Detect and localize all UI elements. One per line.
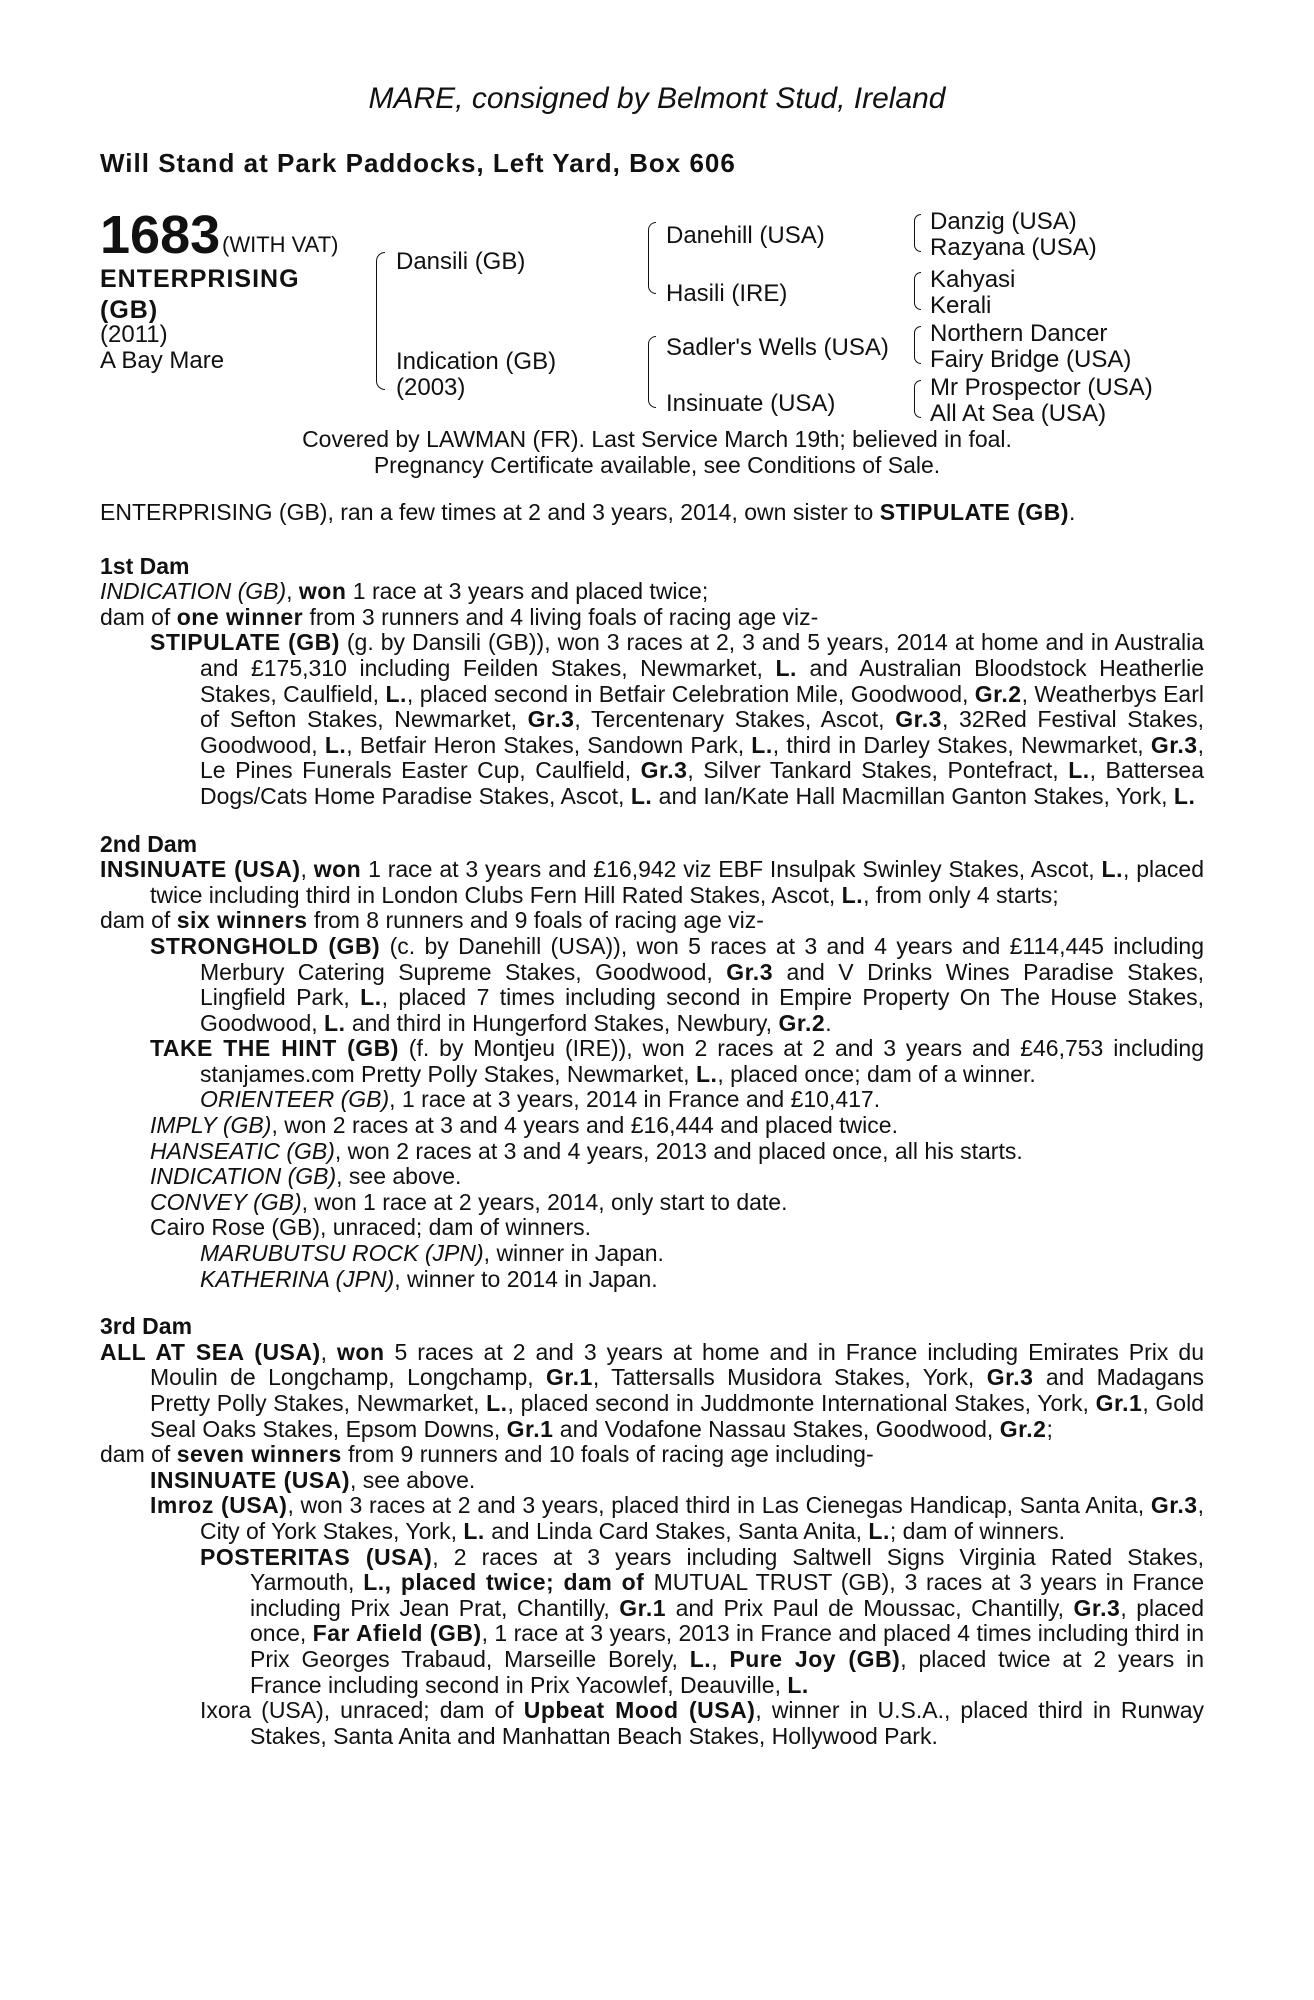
pedigree-ddd: All At Sea (USA) (930, 400, 1107, 427)
produce-ixora (100, 1698, 1204, 1749)
third-dam-produce: dam of seven winners from 9 runners and 10 foals of racing age including- (100, 1441, 874, 1468)
text-segment: (f. by Montjeu (IRE)), won 2 races at 2 and 3 years and £46,753 including stanjames.com Pretty Polly Stakes, Newmarket, (200, 1035, 1204, 1087)
pedigree-sdd: Kerali (930, 292, 992, 319)
text-segment: Gr.3 (895, 706, 942, 733)
produce-take-the-hint: TAKE THE HINT (GB) (f. by Montjeu (IRE)), won 2 races at 2 and 3 years and £46,753 including stanjames.com Pretty Polly Stakes, Newmarket, L., placed once; dam of a winner. (150, 1035, 1204, 1087)
pedigree-dds: Mr Prospector (USA) (930, 374, 1153, 401)
brace-danehill-parents (914, 214, 921, 252)
text-segment: L. (486, 1390, 508, 1416)
pedigree-sire-sire: Danehill (USA) (666, 222, 825, 249)
text-segment: L. (630, 782, 653, 809)
text-segment: L. (360, 984, 382, 1011)
produce-stipulate: STIPULATE (GB) (g. by Dansili (GB)), won 3 races at 2, 3 and 5 years, 2014 at home and in Australia and £175,310 including Feilden Stakes, Newmarket, L. and Australian Bloodstock Heatherlie Stakes, Caulfield, L., placed second in Betfair Celebration Mile, Goodwood, Gr.2, Weatherbys Earl of Sefton Stakes, Newmarket, Gr.3, Tercentenary Stakes, Ascot, Gr.3, 32Red Festival Stakes, Goodwood, L., Betfair Heron Stakes, Sandown Park, L., third in Darley Stakes, Newmarket, Gr.3, Le Pines Funerals Easter Cup, Caulfield, Gr.3, Silver Tankard Stakes, Pontefract, L., Battersea Dogs/Cats Home Paradise Stakes, Ascot, L. and Ian/Kate Hall Macmillan Ganton Stakes, York, L. (150, 629, 1205, 809)
text-segment: , Tercentenary Stakes, Ascot, (574, 706, 896, 733)
text-segment: L. (324, 1009, 346, 1036)
pedigree-dss: Northern Dancer (930, 320, 1108, 347)
brace-sadlers-parents (914, 326, 921, 364)
produce-imroz: Imroz (USA), won 3 races at 2 and 3 years, placed third in Las Cienegas Handicap, Santa Anita, Gr.3, City of York Stakes, York, L. and Linda Card Stakes, Santa Anita, L.; dam of winners. (150, 1492, 1204, 1544)
text-segment: , Silver Tankard Stakes, Pontefract, (687, 757, 1069, 784)
text-segment: (g. by Dansili (GB)), won 3 races at 2, 3 and 5 years, 2014 at home and in Australia and £175,310 including Feilden Stakes, Newmarket, (200, 629, 1204, 681)
text-segment: and Prix Paul de Moussac, Chantilly, (666, 1594, 1074, 1621)
text-segment: , Tattersalls Musidora Stakes, York, (592, 1364, 987, 1391)
text-segment: and Madagans Pretty Polly Stakes, Newmarket, (150, 1364, 1204, 1416)
horse-name (100, 264, 300, 326)
text-segment: L. (751, 731, 773, 758)
brace-hasili-parents (914, 272, 921, 310)
text-segment: and Linda Card Stakes, Santa Anita, (484, 1517, 869, 1544)
text-segment: Ixora (USA), unraced; dam of (200, 1697, 524, 1724)
text-segment: MUTUAL TRUST (GB) (653, 1569, 890, 1596)
produce-indication: INDICATION (GB), see above. (150, 1163, 462, 1190)
stand-location: Will Stand at Park Paddocks, Left Yard, Box 606 (100, 148, 736, 178)
text-segment: 5 races at 2 and 3 years at home and in France including Emirates Prix du Moulin de Longchamp, Longchamp, (150, 1338, 1204, 1391)
text-segment: , placed twice at 2 years in France including second in Prix Yacowlef, Deauville, (250, 1645, 1204, 1698)
text-segment: Pure Joy (GB) (729, 1645, 901, 1672)
text-segment: , 1 race at 3 years, 2013 in France and placed 4 times including third in Prix Georges Trabaud, Marseille Borely, (250, 1620, 1205, 1672)
brace-sire-dam (376, 252, 385, 390)
text-segment: and Australian Bloodstock Heatherlie Stakes, Caulfield, (200, 654, 1205, 707)
text-segment: , placed once; dam of a winner. (717, 1060, 1036, 1087)
text-segment: Gr.1 (1095, 1390, 1143, 1416)
text-segment: 1 race at 3 years and £16,942 viz EBF Insulpak Swinley Stakes, Ascot, (361, 856, 1102, 883)
catalogue-body (100, 500, 1204, 1749)
text-segment: Gr.3 (640, 757, 688, 784)
text-segment: L. (1068, 757, 1090, 784)
text-segment: Gr.3 (1073, 1594, 1121, 1621)
text-segment: and Ian/Kate Hall Macmillan Ganton Stakes, York, (652, 782, 1174, 809)
text-segment: Gr.2 (778, 1009, 826, 1036)
text-segment: Gr.3 (527, 706, 575, 733)
text-segment: L. (689, 1645, 712, 1672)
pedigree-dam-year: (2003) (396, 374, 466, 401)
covered-line: Covered by LAWMAN (FR). Last Service March 19th; believed in foal. (302, 426, 1012, 452)
produce-hanseatic: HANSEATIC (GB), won 2 races at 3 and 4 years, 2013 and placed once, all his starts. (150, 1137, 1023, 1164)
vat-note: (WITH VAT) (222, 232, 339, 257)
produce-posteritas: POSTERITAS (USA), 2 races at 3 years including Saltwell Signs Virginia Rated Stakes, Yarmouth, L., placed twice; dam of MUTUAL TRUST (GB), 3 races at 3 years in France including Prix Jean Prat, Chantilly, Gr.1 and Prix Paul de Moussac, Chantilly, Gr.3, placed once, Far Afield (GB), 1 race at 3 years, 2013 in France and placed 4 times including third in Prix Georges Trabaud, Marseille Borely, L., Pure Joy (GB), placed twice at 2 years in France including second in Prix Yacowlef, Deauville, L. (200, 1543, 1205, 1698)
produce-cairo-rose: Cairo Rose (GB), unraced; dam of winners. (150, 1214, 592, 1241)
text-segment: Upbeat Mood (USA) (523, 1697, 756, 1724)
text-segment: , Battersea Dogs/Cats Home Paradise Stakes, Ascot, (200, 757, 1205, 809)
pedigree-dam: Indication (GB) (396, 348, 557, 375)
text-segment: Gr.1 (546, 1364, 593, 1391)
pedigree-ssd: Razyana (USA) (930, 234, 1097, 261)
text-segment: L. (1101, 856, 1123, 883)
text-segment: L. (324, 731, 347, 758)
brace-insinuate-parents (914, 380, 921, 418)
text-segment: , won 3 races at 2 and 3 years, placed third in Las Cienegas Handicap, Santa Anita, (287, 1492, 1151, 1519)
text-segment: (c. by Danehill (USA)), won 5 races at 3 and 4 years and £114,445 including Merbury Catering Supreme Stakes, Goodwood, (200, 932, 1204, 985)
text-segment: , Gold Seal Oaks Stakes, Epsom Downs, (150, 1390, 1204, 1442)
pedigree-dsd: Fairy Bridge (USA) (930, 346, 1132, 373)
text-segment: , 32Red Festival Stakes, Goodwood, (200, 706, 1205, 758)
text-segment: , City of York Stakes, York, (200, 1492, 1204, 1544)
lot-number: 1683 (100, 205, 221, 265)
produce-stronghold: STRONGHOLD (GB) (c. by Danehill (USA)), won 5 races at 3 and 4 years and £114,445 including Merbury Catering Supreme Stakes, Goodwood, Gr.3 and V Drinks Wines Paradise Stakes, Lingfield Park, L., placed 7 times including second in Empire Property On The House Stakes, Goodwood, L. and third in Hungerford Stakes, Newbury, Gr.2. (150, 932, 1204, 1036)
text-segment: , third in Darley Stakes, Newmarket, (772, 731, 1151, 758)
produce-orienteer: ORIENTEER (GB), 1 race at 3 years, 2014 in France and £10,417. (200, 1086, 881, 1113)
second-dam-record: INSINUATE (USA), won 1 race at 3 years and £16,942 viz EBF Insulpak Swinley Stakes, Ascot, L., placed twice including third in London Clubs Fern Hill Rated Stakes, Ascot, L., from only 4 starts; (100, 856, 1205, 908)
text-segment: L. (463, 1517, 485, 1544)
text-segment: L. (841, 881, 864, 908)
catalogue-header: MARE, consigned by Belmont Stud, Ireland (368, 82, 946, 115)
text-segment: L. (775, 654, 797, 681)
first-dam-heading: 1st Dam (100, 552, 190, 579)
text-segment: , from only 4 starts; (863, 881, 1059, 908)
text-segment: L. (695, 1060, 718, 1087)
pedigree-sire: Dansili (GB) (396, 248, 526, 275)
text-segment: . (825, 1009, 832, 1036)
text-segment: L. (385, 680, 407, 707)
foaling-year: (2011) (100, 321, 168, 348)
brace-sire-parents (648, 222, 656, 294)
pedigree-sire-dam: Hasili (IRE) (666, 280, 788, 307)
horse-name-line2: (GB) (100, 296, 159, 324)
pedigree-dam-dam: Insinuate (USA) (666, 390, 836, 417)
text-segment: Gr.3 (1150, 1492, 1198, 1519)
text-segment: , Betfair Heron Stakes, Sandown Park, (346, 731, 752, 758)
text-segment: Gr.2 (974, 680, 1022, 707)
text-segment: L. (787, 1671, 809, 1698)
text-segment: , placed 7 times including second in Empire Property On The House Stakes, Goodwood, (200, 984, 1204, 1036)
text-segment: , placed twice including third in London Clubs Fern Hill Rated Stakes, Ascot, (150, 856, 1205, 908)
second-dam-heading: 2nd Dam (100, 830, 198, 857)
produce-marubutsu-rock: MARUBUTSU ROCK (JPN), winner in Japan. (200, 1240, 664, 1267)
third-dam-record: ALL AT SEA (USA), won 5 races at 2 and 3 years at home and in France including Emirates Prix du Moulin de Longchamp, Longchamp, Gr.1, Tattersalls Musidora Stakes, York, Gr.3 and Madagans Pretty Polly Stakes, Newmarket, L., placed second in Juddmonte International Stakes, York, Gr.1, Gold Seal Oaks Stakes, Epsom Downs, Gr.1 and Vodafone Nassau Stakes, Goodwood, Gr.2; (100, 1338, 1204, 1442)
horse-details (100, 322, 224, 374)
text-segment: and third in Hungerford Stakes, Newbury, (345, 1009, 779, 1036)
text-segment: Gr.3 (1150, 731, 1198, 758)
text-segment: , placed twice; dam of (384, 1569, 654, 1596)
text-segment: , Le Pines Funerals Easter Cup, Caulfield, (200, 731, 1204, 784)
text-segment: , winner in U.S.A., placed third in Runway Stakes, Santa Anita and Manhattan Beach Stakes, Hollywood Park. (250, 1697, 1205, 1749)
horse-description: A Bay Mare (100, 347, 225, 374)
produce-convey: CONVEY (GB), won 1 race at 2 years, 2014, only start to date. (150, 1188, 788, 1215)
text-segment: , placed second in Juddmonte International Stakes, York, (507, 1390, 1096, 1416)
brace-dam-parents (648, 336, 656, 408)
text-segment: and Vodafone Nassau Stakes, Goodwood, (553, 1415, 1000, 1442)
text-segment: , Weatherbys Earl of Sefton Stakes, Newmarket, (200, 680, 1204, 733)
text-segment: , 3 races at 3 years in France including Prix Jean Prat, Chantilly, (250, 1569, 1204, 1621)
pregnancy-line: Pregnancy Certificate available, see Conditions of Sale. (373, 452, 941, 478)
text-segment: Far Afield (GB) (312, 1620, 482, 1647)
text-segment: Gr.1 (506, 1415, 554, 1442)
text-segment: Gr.2 (999, 1415, 1047, 1442)
horse-name-line1: ENTERPRISING (100, 265, 300, 293)
summary-line: ENTERPRISING (GB), ran a few times at 2 and 3 years, 2014, own sister to STIPULATE (GB). (100, 499, 1076, 525)
text-segment: , (711, 1645, 730, 1672)
text-segment: Gr.1 (619, 1594, 667, 1621)
text-segment: L. (868, 1517, 890, 1544)
text-segment: Gr.3 (986, 1364, 1034, 1391)
covering-note (0, 426, 1314, 478)
text-segment: L. (363, 1569, 385, 1596)
produce-insinuate: INSINUATE (USA), see above. (150, 1466, 476, 1493)
text-segment: L. (1173, 782, 1196, 809)
first-dam-record: INDICATION (GB), won 1 race at 3 years and placed twice; (100, 578, 709, 605)
text-segment: ; (1046, 1415, 1053, 1442)
pedigree-sss: Danzig (USA) (930, 208, 1077, 235)
second-dam-produce: dam of six winners from 8 runners and 9 foals of racing age viz- (100, 907, 764, 934)
pedigree-sds: Kahyasi (930, 266, 1016, 293)
text-segment: , placed once, (250, 1594, 1204, 1647)
text-segment: and V Drinks Wines Paradise Stakes, Lingfield Park, (200, 958, 1204, 1011)
text-segment: , 2 races at 3 years including Saltwell Signs Virginia Rated Stakes, Yarmouth, (250, 1543, 1204, 1596)
first-dam-produce: dam of one winner from 3 runners and 4 living foals of racing age viz- (100, 603, 819, 630)
text-segment: ; dam of winners. (889, 1517, 1066, 1544)
third-dam-heading: 3rd Dam (100, 1313, 193, 1340)
produce-imply: IMPLY (GB), won 2 races at 3 and 4 years and £16,444 and placed twice. (150, 1112, 898, 1139)
produce-katherina: KATHERINA (JPN), winner to 2014 in Japan. (200, 1265, 658, 1292)
text-segment: Gr.3 (726, 958, 773, 985)
text-segment: , placed second in Betfair Celebration Mile, Goodwood, (406, 680, 975, 707)
pedigree-dam-sire: Sadler's Wells (USA) (666, 334, 889, 361)
